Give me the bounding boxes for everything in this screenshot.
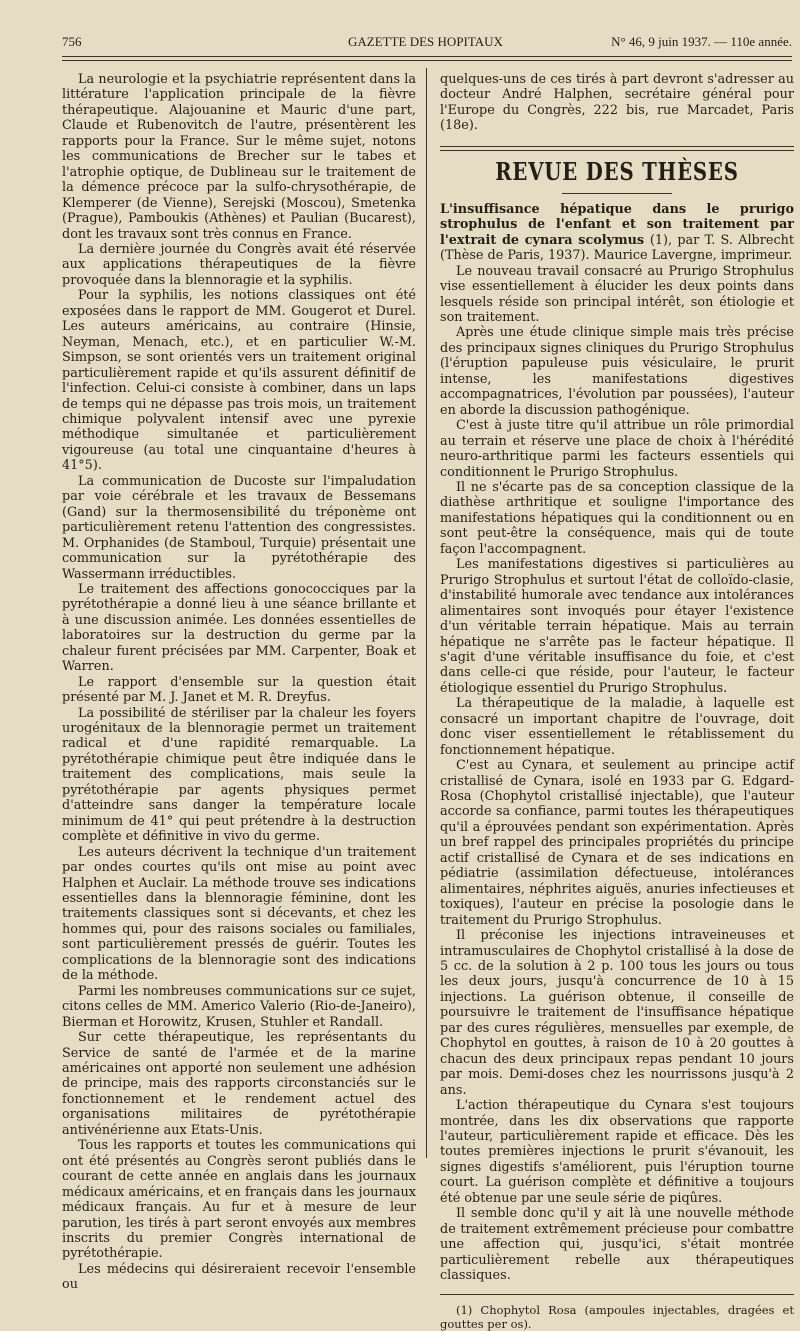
paragraph: Les manifestations digestives si particulières au Prurigo Strophulus et surtout l'état de colloïdo-clasie, d'instabilité humorale avec tendance aux intolérances alimentaires sont invoqués pour étayer l'existence d'un véritable terrain hépatique. Mais au terrain hépatique ne s'arrête pas le facteur hépatique. Il s'agit d'une véritable insuffisance du foie, et c'est dans celle-ci que réside, pour l'auteur, le facteur étiologique essentiel du Prurigo Strophulus. xyxy=(440,557,794,696)
paragraph: L'action thérapeutique du Cynara s'est toujours montrée, dans les dix observations que rapporte l'auteur, particulièrement rapide et efficace. Dès les toutes premières injections le prurit s'évanouit, les signes digestifs s'améliorent, puis l'éruption tourne court. La guérison complète et définitive a toujours été obtenue par une seule série de piqûres. xyxy=(440,1098,794,1206)
left-column xyxy=(62,72,416,1293)
paragraph: La possibilité de stériliser par la chaleur les foyers urogénitaux de la blennoragie permet un traitement radical et d'une rapidité remarquable. La pyrétothérapie chimique peut être indiquée dans le traitement des complications, mais seule la pyrétothérapie par agents physiques permet d'atteindre sans danger la température locale minimum de 41° qui peut prétendre à la destruction complète et définitive in vivo du germe. xyxy=(62,705,416,845)
review-heading xyxy=(440,202,794,264)
paragraph: Sur cette thérapeutique, les représentants du Service de santé de l'armée et de la marine américaines ont apporté non seulement une adhésion de principe, mais des rapports circonstanciés sur le fonctionnement et le rendement actuel des organisations militaires de pyrétothérapie antivénérienne aux Etats-Unis. xyxy=(62,1030,416,1138)
paragraph: Pour la syphilis, les notions classiques ont été exposées dans le rapport de MM. Gougerot et Durel. Les auteurs américains, au contraire (Hinsie, Neyman, Menach, etc.), et en particulier W.-M. Simpson, se sont orientés vers un traitement original particulièrement rapide et qu'ils assurent définitif de l'infection. Celui-ci consiste à combiner, dans un laps de temps qui ne dépasse pas trois mois, un traitement chimique polyvalent intensif avec une pyrexie méthodique simultanée et particulièrement vigoureuse (au total une cinquantaine d'heures à 41°5). xyxy=(62,288,416,474)
section-rule xyxy=(440,150,794,151)
header-rule-top xyxy=(62,56,792,57)
paragraph: Les médecins qui désireraient recevoir l'ensemble ou xyxy=(62,1261,416,1293)
continuation-paragraph: quelques-uns de ces tirés à part devront s'adresser au docteur André Halphen, secrétaire général pour l'Europe du Congrès, 222 bis, rue Marcadet, Paris (18e). xyxy=(440,72,794,134)
paragraph: Le traitement des affections gonococciques par la pyrétothérapie a donné lieu à une séance brillante et à une discussion animée. Les données essentielles de laboratoires sur la destruction du germe par la chaleur furent précisées par MM. Carpenter, Boak et Warren. xyxy=(62,581,416,675)
page-number: 756 xyxy=(62,34,82,49)
short-rule xyxy=(562,193,672,194)
review-title: L'insuffisance hépatique dans le prurigo strophulus de l'enfant et son traitement par l'extrait de cynara scolymus xyxy=(440,201,794,248)
paragraph: Parmi les nombreuses communications sur ce sujet, citons celles de MM. Americo Valerio (Rio-de-Janeiro), Bierman et Horowitz, Krusen, Stuhler et Randall. xyxy=(62,983,416,1030)
footnote-rule xyxy=(440,1294,794,1295)
section-title: REVUE DES THÈSES xyxy=(495,156,739,186)
header-rule-bottom xyxy=(62,60,792,61)
paragraph: Il ne s'écarte pas de sa conception classique de la diathèse arthritique et souligne l'importance des manifestations hépatiques qui la conditionnent ou en sont peut-être la conséquence, mais qui de toute façon l'accompagnent. xyxy=(440,479,794,557)
paragraph: C'est au Cynara, et seulement au principe actif cristallisé de Cynara, isolé en 1933 par G. Edgard-Rosa (Chophytol cristallisé injectable), que l'auteur accorde sa confiance, parmi toutes les thérapeutiques qu'il a éprouvées pendant son expérimentation. Après un bref rappel des principales propriétés du principe actif cristallisé de Cynara et de ses indications en pédiatrie (assimilation défectueuse, intolérances alimentaires, néphrites aiguës, anuries infectieuses et toxiques), l'auteur en précise la posologie dans le traitement du Prurigo Strophulus. xyxy=(440,758,794,928)
paragraph: C'est à juste titre qu'il attribue un rôle primordial au terrain et réserve une place de choix à l'hérédité neuro-arthritique parmi les facteurs essentiels qui conditionnent le Prurigo Strophulus. xyxy=(440,418,794,480)
column-divider xyxy=(426,68,427,1158)
paragraph: Le nouveau travail consacré au Prurigo Strophulus vise essentiellement à élucider les deux points dans lesquels réside son principal intérêt, son étiologie et son traitement. xyxy=(440,263,794,325)
paragraph: La dernière journée du Congrès avait été réservée aux applications thérapeutiques de la fièvre provoquée dans la blennoragie et la syphilis. xyxy=(62,241,416,288)
right-column xyxy=(440,72,794,1331)
paragraph: Il semble donc qu'il y ait là une nouvelle méthode de traitement extrêmement précieuse pour combattre une affection qui, jusqu'ici, s'était montrée particulièrement rebelle aux thérapeutiques classiques. xyxy=(440,1206,794,1284)
paragraph: Après une étude clinique simple mais très précise des principaux signes cliniques du Prurigo Strophulus (l'éruption papuleuse puis vésiculaire, le prurit intense, les manifestations digestives accompagnatrices, l'évolution par poussées), l'auteur en aborde la discussion pathogénique. xyxy=(440,325,794,418)
paragraph: Il préconise les injections intraveineuses et intramusculaires de Chophytol cristallisé à la dose de 5 cc. de la solution à 2 p. 100 tous les jours ou tous les deux jours, jusqu'à concurrence de 10 à 15 injections. La guérison obtenue, il conseille de poursuivre le traitement de l'insuffisance hépatique par des cures régulières, mensuelles par exemple, de Chophytol en gouttes, à raison de 10 à 20 gouttes à chacun des deux principaux repas pendant 10 jours par mois. Demi-doses chez les nourrissons jusqu'à 2 ans. xyxy=(440,928,794,1098)
paragraph: Les auteurs décrivent la technique d'un traitement par ondes courtes qu'ils ont mise au point avec Halphen et Auclair. La méthode trouve ses indications essentielles dans la blennoragie féminine, dont les traitements classiques sont si décevants, et chez les hommes qui, pour des raisons sociales ou familiales, sont particulièrement pressés de guérir. Toutes les complications de la blennoragie sont des indications de la méthode. xyxy=(62,844,416,984)
journal-title: GAZETTE DES HOPITAUX xyxy=(348,34,503,49)
running-header xyxy=(62,34,792,50)
paragraph: La thérapeutique de la maladie, à laquelle est consacré un important chapitre de l'ouvrage, doit donc viser essentiellement le rétablissement du fonctionnement hépatique. xyxy=(440,696,794,758)
paragraph: Le rapport d'ensemble sur la question était présenté par M. J. Janet et M. R. Dreyfus. xyxy=(62,674,416,706)
issue-info: N° 46, 9 juin 1937. — 110e année. xyxy=(611,34,792,49)
footnote: (1) Chophytol Rosa (ampoules injectables, dragées et gouttes per os). xyxy=(440,1302,794,1331)
paragraph: La neurologie et la psychiatrie représentent dans la littérature l'application principale de la fièvre thérapeutique. Alajouanine et Mauric d'une part, Claude et Rubenovitch de l'autre, présentèrent les rapports pour la France. Sur le même sujet, notons les communications de Brecher sur le tabes et l'atrophie optique, de Dublineau sur le traitement de la démence précoce par la sulfo-chrysothérapie, de Klemperer (de Vienne), Serejski (Moscou), Smetenka (Prague), Pamboukis (Athènes) et Paulian (Bucarest), dont les travaux sont très connus en France. xyxy=(62,72,416,242)
review-citation: (1), par T. S. Albrecht (Thèse de Paris, 1937). Maurice Lavergne, imprimeur. xyxy=(440,232,794,264)
section-rule xyxy=(440,146,794,147)
paragraph: La communication de Ducoste sur l'impaludation par voie cérébrale et les travaux de Bessemans (Gand) sur la thermosensibilité du tréponème ont particulièrement retenu l'attention des congressistes. M. Orphanides (de Stamboul, Turquie) présentait une communication sur la pyrétothérapie des Wassermann irréductibles. xyxy=(62,473,416,582)
paragraph: Tous les rapports et toutes les communications qui ont été présentés au Congrès seront publiés dans le courant de cette année en anglais dans les journaux médicaux américains, et en français dans les journaux médicaux français. Au fur et à mesure de leur parution, les tirés à part seront envoyés aux membres inscrits du premier Congrès international de pyrétothérapie. xyxy=(62,1138,416,1262)
